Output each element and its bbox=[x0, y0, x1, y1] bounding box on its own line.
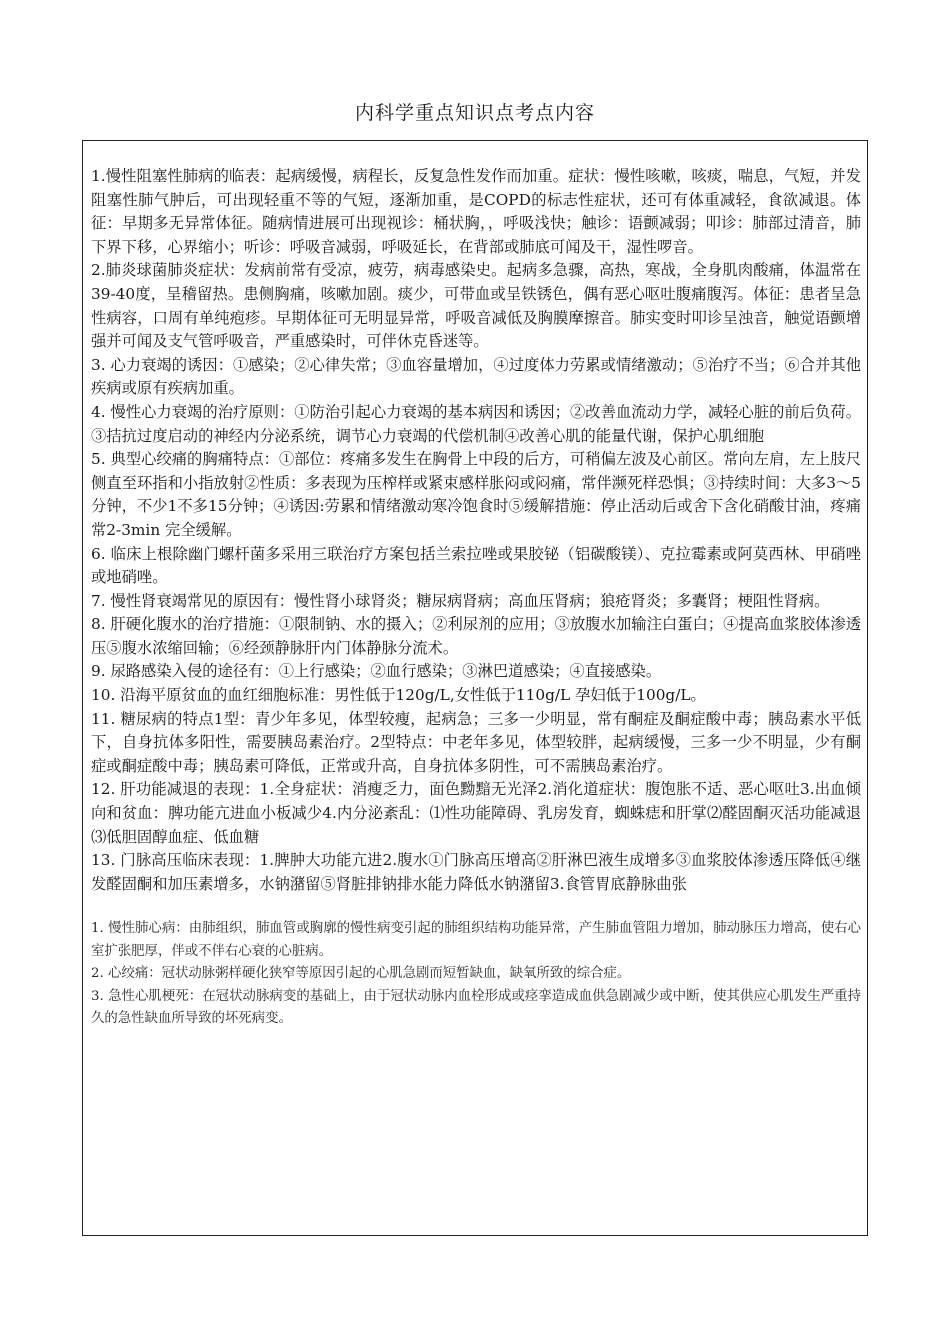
knowledge-point-7: 7. 慢性肾衰竭常见的原因有：慢性肾小球肾炎；糖尿病肾病；高血压肾病；狼疮肾炎；多囊肾；梗阻性肾病。 bbox=[91, 591, 830, 610]
knowledge-point-3: 3. 心力衰竭的诱因：①感染；②心律失常；③血容量增加，④过度体力劳累或情绪激动；⑤治疗不当；⑥合并其他疾病或原有疾病加重。 bbox=[91, 355, 861, 398]
definition-2: 2. 心绞痛：冠状动脉粥样硬化狭窄等原因引起的心肌急剧而短暂缺血，缺氧所致的综合症。 bbox=[91, 966, 631, 982]
knowledge-point-13: 13. 门脉高压临床表现：1.脾肿大功能亢进2.腹水①门脉高压增高②肝淋巴液生成增多③血浆胶体渗透压降低④继发醛固酮和加压素增多，水钠潴留⑤肾脏排钠排水能力降低水钠潴留3.食管胃底静脉曲张 bbox=[91, 851, 861, 893]
knowledge-point-6: 6. 临床上根除幽门螺杆菌多采用三联治疗方案包括兰索拉唑或果胶铋（铝碳酸镁）、克拉霉素或阿莫西林、甲硝唑或地硝唑。 bbox=[91, 544, 861, 587]
definition-3: 3. 急性心肌梗死：在冠状动脉病变的基础上，由于冠状动脉内血栓形成或痉挛造成血供急剧减少或中断，使其供应心肌发生严重持久的急性缺血所导致的坏死病变。 bbox=[91, 988, 861, 1027]
page-title: 内科学重点知识点考点内容 bbox=[354, 102, 595, 124]
knowledge-point-8: 8. 肝硬化腹水的治疗措施：①限制钠、水的摄入；②利尿剂的应用；③放腹水加输注白蛋白；④提高血浆胶体渗透压⑤腹水浓缩回输；⑥经颈静脉肝内门体静脉分流术。 bbox=[91, 615, 861, 657]
knowledge-point-list bbox=[91, 165, 861, 896]
definition-1: 1. 慢性肺心病：由肺组织，肺血管或胸廓的慢性病变引起的肺组织结构功能异常，产生肺血管阻力增加，肺动脉压力增高，使右心室扩张肥厚，伴或不伴右心衰的心脏病。 bbox=[91, 921, 861, 959]
knowledge-point-11: 11. 糖尿病的特点1型：青少年多见，体型较瘦，起病急；三多一少明显，常有酮症及酮症酸中毒；胰岛素水平低下，自身抗体多阳性，需要胰岛素治疗。2型特点：中老年多见，体型较胖，起病缓慢，三多一少不明显，少有酮症或酮症酸中毒；胰岛素可降低，正常或升高，自身抗体多阴性，可不需胰岛素治疗。 bbox=[91, 709, 861, 775]
knowledge-point-4: 4. 慢性心力衰竭的治疗原则：①防治引起心力衰竭的基本病因和诱因；②改善血流动力学，减轻心脏的前后负荷。③拮抗过度启动的神经内分泌系统，调节心力衰竭的代偿机制④改善心肌的能量代谢，保护心肌细胞 bbox=[91, 402, 861, 445]
content-box bbox=[82, 140, 868, 1236]
knowledge-point-12: 12. 肝功能减退的表现：1.全身症状：消瘦乏力，面色黝黯无光泽2.消化道症状：腹饱胀不适、恶心呕吐3.出血倾向和贫血：脾功能亢进血小板减少4.内分泌紊乱：⑴性功能障碍、乳房发育，蜘蛛痣和肝掌⑵醛固酮灭活功能减退⑶低胆固醇血症、低血糖 bbox=[91, 780, 861, 846]
knowledge-point-10: 10. 沿海平原贫血的血红细胞标准：男性低于120g/L,女性低于110g/L 孕妇低于100g/L。 bbox=[91, 686, 706, 705]
knowledge-point-2: 2.肺炎球菌肺炎症状：发病前常有受凉，疲劳，病毒感染史。起病多急骤，高热，寒战，全身肌肉酸痛，体温常在39-40度，呈稽留热。患侧胸痛，咳嗽加剧。痰少，可带血或呈铁锈色，偶有恶心呕吐腹痛腹泻。体征：患者呈急性病容，口周有单纯疱疹。早期体征可无明显异常，呼吸音减低及胸膜摩擦音。肺实变时叩诊呈浊音，触觉语颤增强并可闻及支气管呼吸音，严重感染时，可伴休克昏迷等。 bbox=[91, 261, 861, 351]
knowledge-point-5: 5. 典型心绞痛的胸痛特点：①部位：疼痛多发生在胸骨上中段的后方，可稍偏左波及心前区。常向左肩，左上肢尺侧直至环指和小指放射②性质：多表现为压榨样或紧束感样胀闷或闷痛，常伴濒死样恐惧；③持续时间：大多3～5分钟，不少1不多15分钟；④诱因:劳累和情绪激动寒冷饱食时⑤缓解措施：停止活动后或舍下含化硝酸甘油，疼痛常2-3min 完全缓解。 bbox=[91, 450, 861, 539]
definition-list bbox=[91, 918, 861, 1031]
knowledge-point-9: 9. 尿路感染入侵的途径有：①上行感染；②血行感染；③淋巴道感染；④直接感染。 bbox=[91, 662, 662, 681]
knowledge-point-1: 1.慢性阻塞性肺病的临表：起病缓慢，病程长，反复急性发作而加重。症状：慢性咳嗽，咳痰，喘息，气短，并发阻塞性肺气肿后，可出现轻重不等的气短，逐渐加重，是COPD的标志性症状，还可有体重减轻，食欲减退。体征：早期多无异常体征。随病情进展可出现视诊：桶状胸，，呼吸浅快；触诊：语颤减弱；叩诊：肺部过清音，肺下界下移，心界缩小；听诊：呼吸音减弱，呼吸延长，在背部或肺底可闻及干，湿性啰音。 bbox=[91, 167, 861, 256]
